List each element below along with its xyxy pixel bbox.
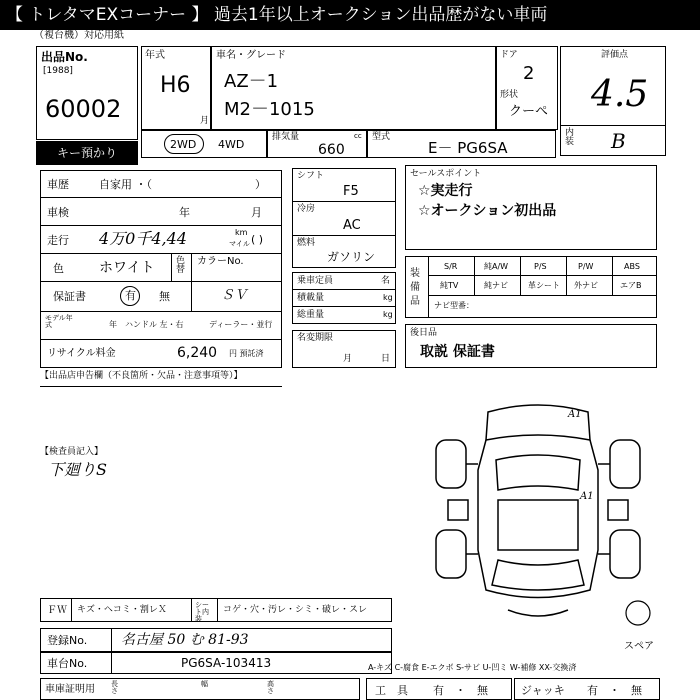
warranty-no: 無 bbox=[159, 290, 170, 303]
equip-abs: ABS bbox=[624, 262, 640, 271]
score-box bbox=[560, 46, 666, 156]
warranty-note: ＳＶ bbox=[221, 288, 248, 303]
defects-row bbox=[40, 598, 392, 622]
diagram-mark-1: A1 bbox=[568, 409, 582, 420]
grade-name: M2－1015 bbox=[224, 99, 315, 120]
drive-box bbox=[141, 130, 267, 158]
equipment-label: 装備品 bbox=[410, 268, 420, 307]
damage-legend: A-キズ C-腐食 E-エクボ S-サビ U-凹ミ W-補修 XX-交換済 bbox=[368, 663, 577, 672]
lot-label: 出品No. bbox=[41, 50, 88, 64]
mileage-label: 走行 bbox=[47, 234, 69, 247]
shape-label: 形状 bbox=[500, 90, 519, 100]
license-row bbox=[40, 678, 360, 700]
history-close: ） bbox=[255, 178, 266, 191]
model-year-year: 年 bbox=[109, 320, 117, 329]
year-box bbox=[141, 46, 211, 130]
capacity-box bbox=[292, 272, 396, 324]
license-height: 高さ bbox=[267, 680, 274, 695]
displacement-label: 排気量 bbox=[272, 132, 300, 142]
jack-label: ジャッキ bbox=[521, 684, 565, 697]
registration-row bbox=[40, 628, 392, 652]
score-value: 4.5 bbox=[591, 74, 649, 115]
name-change-label: 名変期限 bbox=[297, 333, 334, 343]
shift-value: F5 bbox=[343, 184, 359, 199]
inspector-value: 下廻りS bbox=[48, 460, 107, 479]
license-length: 長さ bbox=[111, 680, 118, 695]
name-label: 車名・グレード bbox=[216, 50, 286, 61]
equip-sr: S/R bbox=[444, 262, 458, 271]
chassis-row bbox=[40, 652, 392, 674]
aircon-value: AC bbox=[343, 218, 361, 233]
tools-yes: 有 bbox=[433, 684, 444, 697]
equip-aw: 純A/W bbox=[484, 262, 509, 271]
equip-navi: 純ナビ bbox=[484, 281, 508, 290]
year-value: H6 bbox=[160, 73, 191, 98]
color-value: ホワイト bbox=[99, 260, 155, 276]
spec-box bbox=[292, 168, 396, 268]
name-change-day: 日 bbox=[381, 354, 391, 364]
recycle-value: 6,240 bbox=[177, 345, 218, 361]
chassis-label: 車台No. bbox=[47, 657, 88, 670]
recycle-label: リサイクル料金 bbox=[47, 348, 116, 359]
displacement-value: 660 bbox=[318, 142, 345, 158]
lot-box bbox=[36, 46, 138, 140]
sales-point-2: ☆オークション初出品 bbox=[418, 203, 557, 219]
after-items-label: 後日品 bbox=[410, 328, 438, 338]
score-label: 評価点 bbox=[601, 50, 629, 60]
door-value: 2 bbox=[523, 63, 535, 84]
diagram-mark-2: A1 bbox=[580, 491, 594, 502]
year-month-unit: 月 bbox=[200, 116, 210, 126]
displacement-unit: cc bbox=[354, 132, 362, 140]
inspector-label: 【検査員記入】 bbox=[40, 447, 104, 457]
equip-airbag: エアB bbox=[620, 281, 642, 290]
warranty-label: 保証書 bbox=[53, 290, 86, 303]
mileage-value: 4万0千4,44 bbox=[99, 229, 187, 248]
model-type-label: 型式 bbox=[372, 132, 391, 142]
load-unit: kg bbox=[383, 293, 393, 302]
model-type-box bbox=[367, 130, 556, 158]
color-change-label: 色替 bbox=[176, 256, 186, 275]
jack-yes: 有 bbox=[587, 684, 598, 697]
capacity-unit: 名 bbox=[381, 276, 391, 286]
displacement-box bbox=[267, 130, 367, 158]
sales-points bbox=[405, 165, 657, 250]
registration-label: 登録No. bbox=[47, 634, 88, 647]
jack-no: 無 bbox=[631, 684, 642, 697]
warranty-yes: 有 bbox=[125, 289, 136, 302]
tools-label: 工 具 bbox=[375, 684, 408, 697]
defects-items: キズ・ヘコミ・割レＸ bbox=[77, 605, 167, 615]
seller-notes-label: 【出品店申告欄（不良箇所・欠品・注意事項等）】 bbox=[40, 371, 243, 381]
sales-points-label: セールスポイント bbox=[410, 169, 482, 179]
fuel-value: ガソリン bbox=[327, 250, 376, 264]
model-year-dealer: ディーラー・並行 bbox=[209, 320, 273, 329]
chassis-value: PG6SA-103413 bbox=[181, 656, 272, 670]
tools-no: 無 bbox=[477, 684, 488, 697]
inspection-year: 年 bbox=[179, 206, 190, 219]
name-change-month: 月 bbox=[343, 354, 353, 364]
name-box bbox=[211, 46, 496, 130]
color-no-label: カラーNo. bbox=[197, 256, 244, 267]
drive-4wd: 4WD bbox=[218, 138, 245, 151]
load-label: 積載量 bbox=[297, 293, 325, 303]
spare-label: スペア bbox=[624, 641, 654, 652]
equipment-box bbox=[405, 256, 657, 318]
license-label: 車庫証明用 bbox=[45, 684, 95, 695]
model-year-label: モデル年式 bbox=[45, 314, 73, 329]
defects-fw: ＦＷ bbox=[47, 605, 67, 616]
registration-value: 名古屋 50 む 81-93 bbox=[121, 632, 249, 648]
model-type-value: E－ PG6SA bbox=[428, 139, 508, 157]
mileage-paren: ( ) bbox=[251, 233, 264, 246]
car-diagram bbox=[418, 400, 658, 630]
aircon-label: 冷房 bbox=[297, 204, 316, 214]
mileage-mile: マイル bbox=[229, 240, 250, 248]
after-items-value: 取説 保証書 bbox=[420, 344, 495, 360]
door-box bbox=[496, 46, 558, 130]
equip-tv: 純TV bbox=[440, 281, 459, 290]
key-badge: キー預かり bbox=[36, 141, 138, 165]
inspection-month: 月 bbox=[251, 206, 262, 219]
lot-stamp: [1988] bbox=[43, 66, 73, 76]
banner: 【 トレタマEXコーナー 】 過去1年以上オークション出品歴がない車両 bbox=[0, 0, 700, 30]
name-change-box bbox=[292, 330, 396, 368]
equip-navi-model: ナビ型番： bbox=[434, 301, 474, 310]
interior-value: B bbox=[611, 129, 626, 153]
defects-sheet: シート内装 bbox=[195, 601, 209, 623]
door-label: ドア bbox=[500, 50, 518, 60]
lot-number: 60002 bbox=[45, 95, 122, 123]
weight-label: 総重量 bbox=[297, 310, 325, 320]
fuel-label: 燃料 bbox=[297, 238, 316, 248]
drive-2wd: 2WD bbox=[170, 138, 197, 151]
history-value: 自家用 ・（ bbox=[99, 178, 152, 191]
interior-label: 内装 bbox=[565, 128, 575, 147]
year-label: 年式 bbox=[145, 50, 165, 61]
jack-row: ジャッキ 有 ・ 無 bbox=[514, 678, 660, 700]
mileage-km: km bbox=[235, 228, 248, 237]
shape-value: クーペ bbox=[509, 104, 549, 119]
model-year-handle: ハンドル 左・右 bbox=[125, 320, 184, 329]
history-label: 車歴 bbox=[47, 178, 69, 191]
defects-rest: コゲ・穴・汚レ・シミ・破レ・スレ bbox=[223, 605, 368, 615]
shift-label: シフト bbox=[297, 171, 325, 181]
after-items-box bbox=[405, 324, 657, 368]
equip-ps: P/S bbox=[534, 262, 547, 271]
capacity-label: 乗車定員 bbox=[297, 276, 334, 286]
color-label: 色 bbox=[53, 262, 64, 275]
tools-row: 工 具 有 ・ 無 bbox=[366, 678, 512, 700]
sales-point-1: ☆実走行 bbox=[418, 183, 473, 199]
vehicle-info bbox=[40, 170, 282, 368]
inspection-label: 車検 bbox=[47, 206, 69, 219]
model-name: AZ－1 bbox=[224, 71, 279, 92]
top-note: （複台機）対応用紙 bbox=[34, 30, 124, 41]
weight-unit: kg bbox=[383, 310, 393, 319]
equip-ext-navi: 外ナビ bbox=[574, 281, 598, 290]
license-width: 幅 bbox=[201, 680, 208, 688]
equip-leather: 革シート bbox=[528, 281, 560, 290]
recycle-unit: 円 預託済 bbox=[229, 349, 264, 358]
equip-pw: P/W bbox=[578, 262, 594, 271]
